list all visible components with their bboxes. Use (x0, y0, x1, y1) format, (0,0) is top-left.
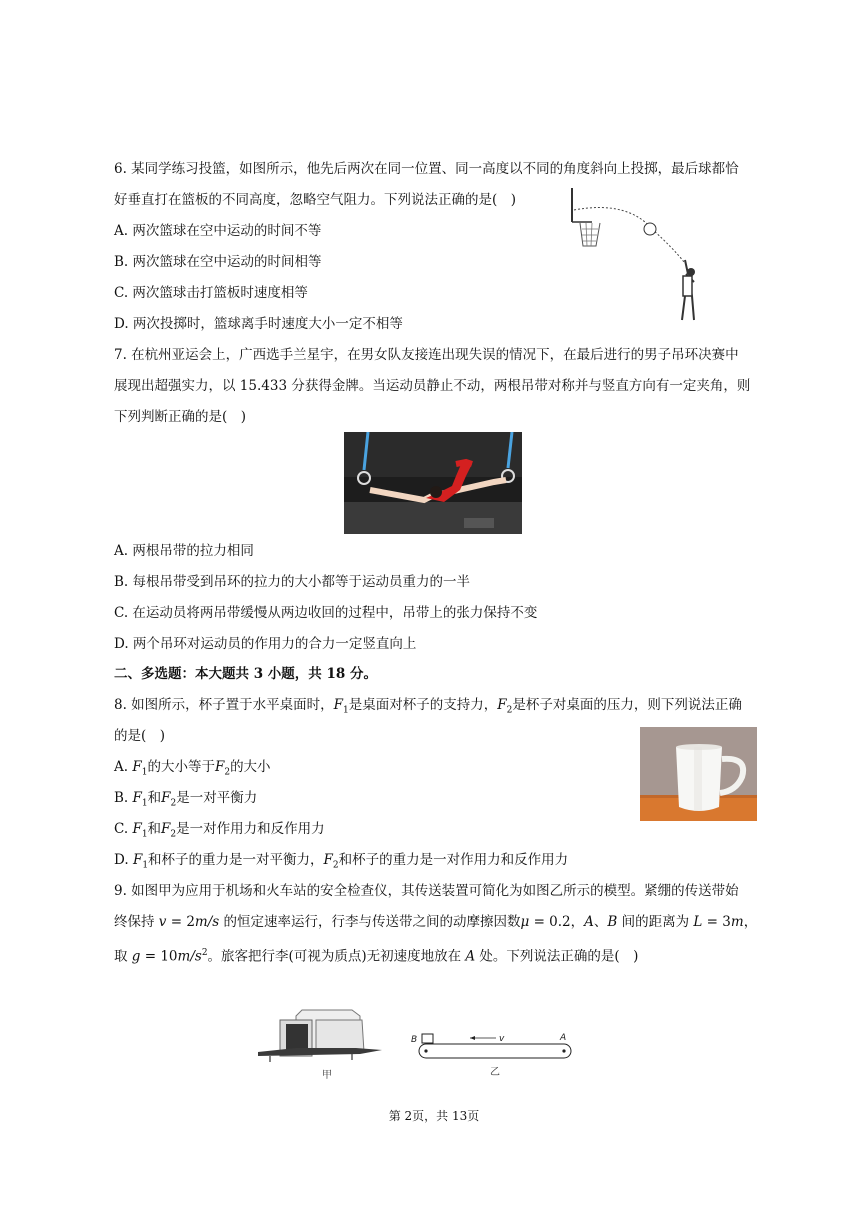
ball (644, 223, 656, 235)
q7-stem-line-3: 下列判断正确的是( ) (114, 409, 247, 425)
q6-option-d: D. 两次投掷时，篮球离手时速度大小一定不相等 (114, 316, 403, 332)
q8-stem-line-1: 8. 如图所示，杯子置于水平桌面时，$F_1$是桌面对杯子的支持力，$F_2$是杯子对桌面的压力，则下列说法正确 (114, 697, 742, 716)
q7-option-a: A. 两根吊带的拉力相同 (114, 543, 254, 559)
q7-stem-line-1: 7. 在杭州亚运会上，广西选手兰星宇，在男女队友接连出现失误的情况下，在最后进行的男子吊环决赛中 (114, 347, 739, 363)
q7-option-c: C. 在运动员将两吊带缓慢从两边收回的过程中，吊带上的张力保持不变 (114, 605, 538, 621)
label-point-b: B (411, 1035, 418, 1045)
page-footer: 第 2页，共 13页 (388, 1109, 480, 1123)
player-shirt (683, 276, 692, 296)
q7-stem-line-2: 展现出超强实力，以 15.433 分获得金牌。当运动员静止不动，两根吊带对称并与竖直方向有一定夹角，则 (114, 378, 751, 394)
section-heading-multiple-choice: 二、多选题：本大题共 3 小题，共 18 分。 (114, 666, 377, 682)
label-point-a: A (560, 1033, 567, 1043)
q9-stem-line-1: 9. 如图甲为应用于机场和火车站的安全检查仪，其传送装置可简化为如图乙所示的模型。紧绷的传送带始 (114, 883, 739, 899)
security-scanner-figure (256, 1002, 386, 1082)
figure-label-yi: 乙 (490, 1067, 500, 1078)
basketball-figure (568, 186, 708, 328)
left-pulley-axle (424, 1049, 427, 1052)
q7-option-d: D. 两个吊环对运动员的作用力的合力一定竖直向上 (114, 636, 417, 652)
q6-option-a: A. 两次篮球在空中运动的时间不等 (114, 223, 322, 239)
q7-option-b: B. 每根吊带受到吊环的拉力的大小都等于运动员重力的一半 (114, 574, 471, 590)
q8-option-a: A. $F_1$的大小等于$F_2$的大小 (114, 759, 271, 778)
figure-label-jia: 甲 (322, 1070, 332, 1081)
q6-stem-line-1: 6. 某同学练习投篮，如图所示，他先后两次在同一位置、同一高度以不同的角度斜向上投掷，最后球都恰 (114, 161, 739, 177)
q8-stem-line-2: 的是( ) (114, 728, 166, 744)
net (580, 223, 600, 246)
q6-option-c: C. 两次篮球击打篮板时速度相等 (114, 285, 308, 301)
cup-photo (640, 727, 757, 821)
q8-option-c: C. $F_1$和$F_2$是一对作用力和反作用力 (114, 821, 325, 840)
luggage-box (422, 1034, 433, 1043)
q9-stem-line-3: 取 $g = 10m/s^2$。旅客把行李(可视为质点)无初速度地放在 A 处。下列说法正确的是( ) (114, 948, 639, 965)
q8-option-d: D. $F_1$和杯子的重力是一对平衡力，$F_2$和杯子的重力是一对作用力和反作用力 (114, 852, 569, 871)
q8-option-b: B. $F_1$和$F_2$是一对平衡力 (114, 790, 258, 809)
label-velocity: v (499, 1034, 505, 1044)
net-mesh (582, 223, 598, 246)
belt (419, 1044, 571, 1058)
conveyor-belt-diagram (408, 1028, 578, 1080)
rings-gymnast-photo (344, 432, 522, 534)
q6-option-b: B. 两次篮球在空中运动的时间相等 (114, 254, 322, 270)
q6-stem-line-2: 好垂直打在篮板的不同高度，忽略空气阻力。下列说法正确的是( ) (114, 192, 517, 208)
right-pulley-axle (562, 1049, 565, 1052)
q9-stem-line-2: 终保持 v = 2m/s 的恒定速率运行，行李与传送带之间的动摩擦因数μ = 0.2，A、B 间的距离为 L = 3m， (114, 914, 758, 930)
